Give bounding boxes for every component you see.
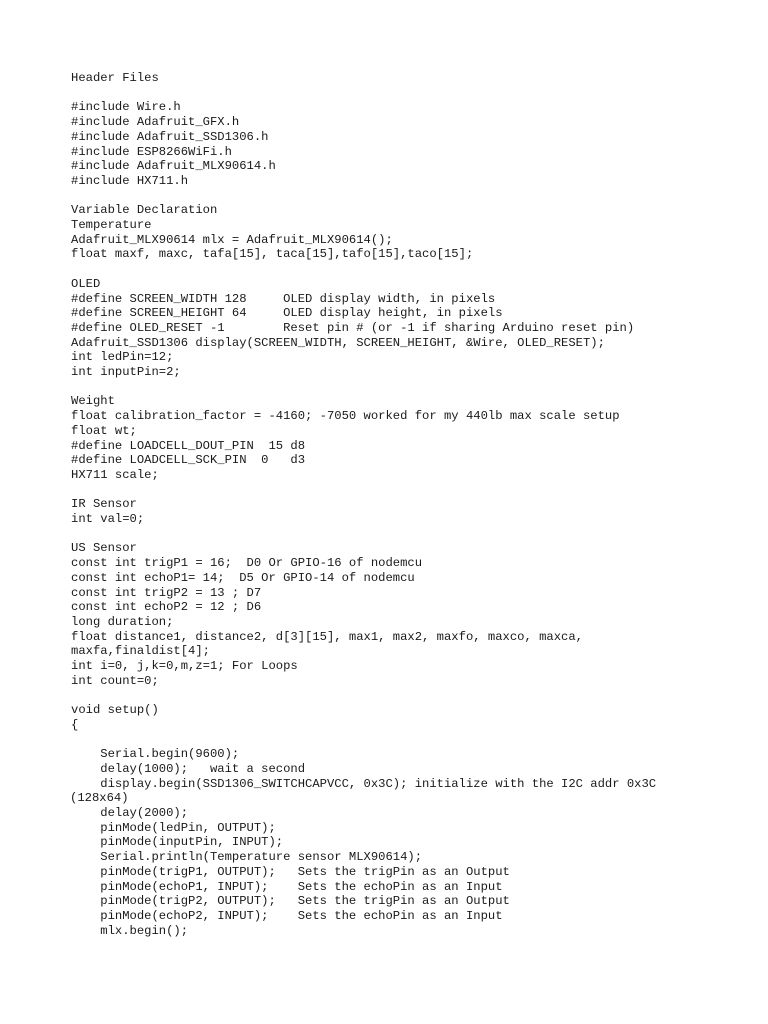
code-line: #include HX711.h bbox=[71, 173, 189, 188]
code-line: pinMode(echoP2, INPUT); Sets the echoPin as an Input bbox=[71, 908, 503, 923]
code-listing bbox=[71, 71, 761, 938]
code-line: const int echoP1= 14; D5 Or GPIO-14 of nodemcu bbox=[71, 570, 415, 585]
code-line: #include Adafruit_MLX90614.h bbox=[71, 159, 276, 174]
blank-line bbox=[71, 733, 761, 748]
code-line: const int trigP1 = 16; D0 Or GPIO-16 of nodemcu bbox=[71, 556, 423, 571]
blank-line bbox=[71, 189, 761, 204]
code-line: int count=0; bbox=[71, 673, 159, 688]
code-line: int val=0; bbox=[71, 512, 145, 527]
code-line: pinMode(trigP2, OUTPUT); Sets the trigPin as an Output bbox=[71, 894, 510, 909]
code-line: display.begin(SSD1306_SWITCHCAPVCC, 0x3C); initialize with the I2C addr 0x3C bbox=[71, 776, 657, 791]
code-line: Variable Declaration bbox=[71, 203, 218, 218]
code-line: Serial.println(Temperature sensor MLX90614); bbox=[71, 850, 423, 865]
code-line: #include Wire.h bbox=[71, 100, 181, 115]
code-line: Weight bbox=[71, 394, 115, 409]
code-line: mlx.begin(); bbox=[71, 923, 189, 938]
code-line: IR Sensor bbox=[71, 497, 137, 512]
code-line: int i=0, j,k=0,m,z=1; For Loops bbox=[71, 659, 298, 674]
code-line: OLED bbox=[71, 276, 101, 291]
blank-line bbox=[71, 380, 761, 395]
code-line: #define SCREEN_WIDTH 128 OLED display width, in pixels bbox=[71, 291, 496, 306]
code-line: float distance1, distance2, d[3][15], max1, max2, maxfo, maxco, maxca, bbox=[71, 629, 583, 644]
code-line: pinMode(trigP1, OUTPUT); Sets the trigPin as an Output bbox=[71, 864, 510, 879]
code-line: US Sensor bbox=[71, 541, 137, 556]
code-line: float wt; bbox=[71, 423, 137, 438]
code-line: float calibration_factor = -4160; -7050 worked for my 440lb max scale setup bbox=[71, 409, 620, 424]
code-line: delay(1000); wait a second bbox=[71, 761, 306, 776]
code-line: HX711 scale; bbox=[71, 467, 159, 482]
code-line: #include ESP8266WiFi.h bbox=[71, 144, 232, 159]
code-line: int ledPin=12; bbox=[71, 350, 174, 365]
code-line: maxfa,finaldist[4]; bbox=[71, 644, 210, 659]
blank-line bbox=[71, 527, 761, 542]
code-line: Temperature bbox=[71, 218, 152, 232]
code-line: { bbox=[71, 717, 79, 732]
code-line: delay(2000); bbox=[71, 806, 189, 821]
code-line: int inputPin=2; bbox=[71, 365, 181, 380]
code-line: pinMode(ledPin, OUTPUT); bbox=[71, 820, 276, 835]
code-line: Header Files bbox=[71, 71, 159, 85]
blank-line bbox=[71, 262, 761, 277]
blank-line bbox=[71, 86, 761, 101]
code-line: #define LOADCELL_SCK_PIN 0 d3 bbox=[71, 453, 306, 468]
code-line: #define SCREEN_HEIGHT 64 OLED display height, in pixels bbox=[71, 306, 503, 321]
code-line: pinMode(echoP1, INPUT); Sets the echoPin as an Input bbox=[71, 879, 503, 894]
code-line: #define OLED_RESET -1 Reset pin # (or -1 if sharing Arduino reset pin) bbox=[71, 320, 635, 335]
code-line: (128x64) bbox=[70, 791, 129, 806]
code-line: Adafruit_MLX90614 mlx = Adafruit_MLX90614(); bbox=[71, 232, 393, 247]
code-line: Adafruit_SSD1306 display(SCREEN_WIDTH, SCREEN_HEIGHT, &Wire, OLED_RESET); bbox=[71, 335, 605, 350]
code-line: #define LOADCELL_DOUT_PIN 15 d8 bbox=[71, 438, 306, 453]
code-line: pinMode(inputPin, INPUT); bbox=[71, 835, 284, 850]
code-line: const int trigP2 = 13 ; D7 bbox=[71, 585, 262, 600]
blank-line bbox=[71, 483, 761, 498]
code-line: Serial.begin(9600); bbox=[71, 747, 240, 762]
code-line: long duration; bbox=[71, 614, 174, 629]
code-line: const int echoP2 = 12 ; D6 bbox=[71, 600, 262, 615]
code-line: void setup() bbox=[71, 703, 159, 718]
code-line: #include Adafruit_GFX.h bbox=[71, 115, 240, 130]
code-line: #include Adafruit_SSD1306.h bbox=[71, 129, 269, 144]
blank-line bbox=[71, 688, 761, 703]
code-line: float maxf, maxc, tafa[15], taca[15],tafo[15],taco[15]; bbox=[71, 247, 474, 262]
